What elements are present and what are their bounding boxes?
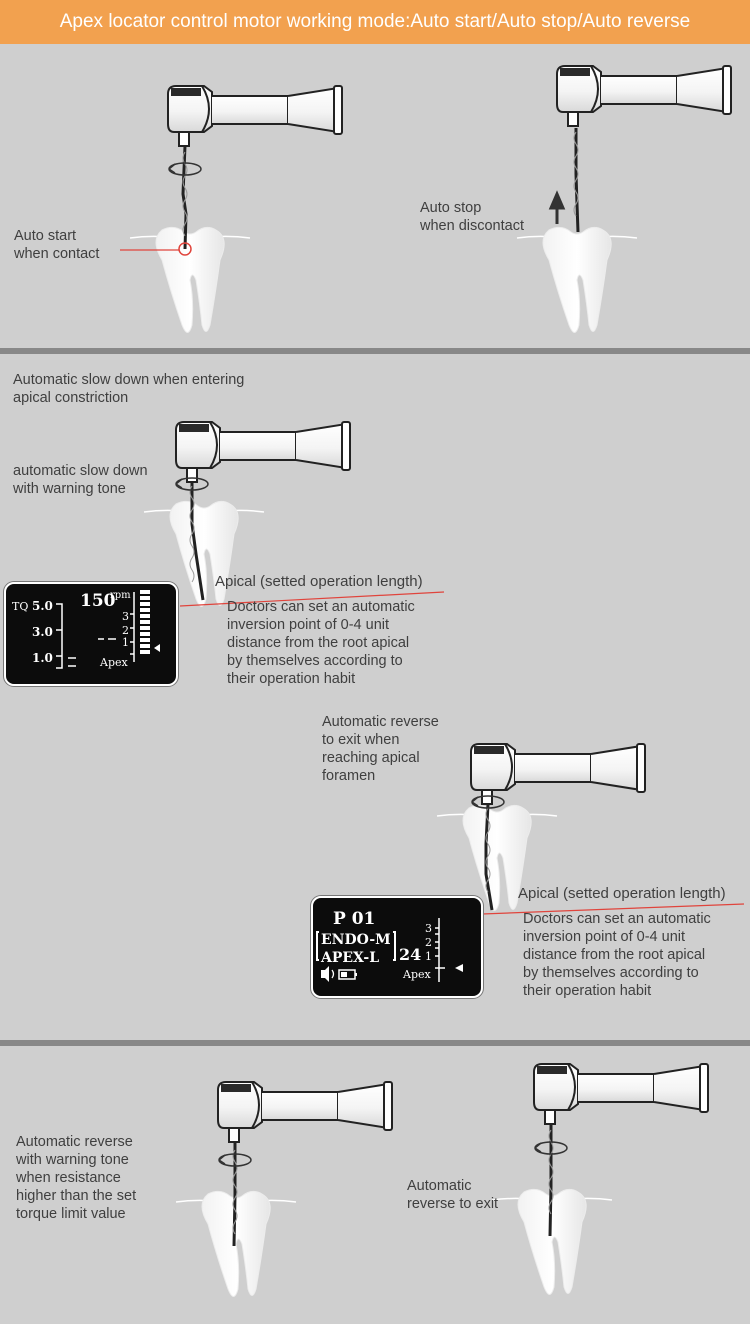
lcd-display-torque [4, 582, 178, 686]
section-auto-start-stop [0, 44, 750, 348]
mode-endo: ENDO-M [321, 932, 391, 948]
apex-label: Apex [403, 968, 431, 981]
auto-start-stop-illustration [0, 44, 750, 348]
auto-stop-label: Auto stop when discontact [420, 200, 524, 234]
tq-label: TQ [12, 600, 29, 613]
apex-label: Apex [100, 656, 128, 669]
scale-mark-2: 2 [425, 936, 432, 949]
up-arrow-icon [551, 194, 563, 224]
scale-mark-2: 2 [122, 624, 129, 637]
speaker-icon [321, 966, 329, 982]
scale-mark-1: 1 [425, 950, 432, 963]
section-auto-reverse [0, 1046, 750, 1324]
tq-value-3: 3.0 [32, 625, 53, 639]
reverse-exit-label: Automatic reverse to exit when reaching apical foramen [322, 714, 439, 784]
tooth-left [130, 227, 250, 332]
tq-value-5: 5.0 [32, 599, 53, 613]
tq-value-1: 1.0 [32, 651, 53, 665]
handpiece-left [168, 86, 342, 146]
apex-pointer-icon [154, 644, 160, 652]
handpiece-left [218, 1082, 392, 1142]
slow-entering-label: Automatic slow down when entering apical constriction [13, 372, 245, 406]
apical-title-2: Apical (setted operation length) [518, 885, 726, 902]
apical-title: Apical (setted operation length) [215, 573, 423, 590]
lcd-display-program [311, 896, 483, 998]
section-auto-slow-reverse [0, 354, 750, 1040]
apex-pointer-icon [455, 964, 463, 972]
auto-start-label: Auto start when contact [14, 228, 100, 262]
scale-mark-1: 1 [122, 636, 129, 649]
apical-description-2: Doctors can set an automatic inversion point of 0-4 unit distance from the root apical by themselves according to their operation habit [523, 911, 711, 999]
mode-apex: APEX-L [321, 950, 380, 966]
apical-description: Doctors can set an automatic inversion point of 0-4 unit distance from the root apical by themselves according to their operation habit [227, 599, 415, 687]
handpiece-reverse [471, 744, 645, 804]
depth-bar-graph [140, 590, 150, 654]
handpiece-right [557, 66, 731, 126]
speed-unit: rpm [110, 590, 131, 601]
program-number: P 01 [333, 909, 376, 929]
tooth-right [517, 227, 637, 332]
handpiece-right [534, 1064, 708, 1124]
scale-mark-3: 3 [122, 610, 129, 623]
handpiece-slow [176, 422, 350, 482]
scale-mark-3: 3 [425, 922, 432, 935]
slow-tone-label: automatic slow down with warning tone [13, 463, 148, 497]
reverse-exit-label: Automatic reverse to exit [407, 1178, 499, 1212]
speed-value: 150 [80, 591, 116, 611]
reverse-tone-label: Automatic reverse with warning tone when resistance higher than the set torque limit value [16, 1134, 137, 1222]
apex-distance-value: 24 [399, 945, 422, 964]
page-title: Apex locator control motor working mode:Auto start/Auto stop/Auto reverse [0, 0, 750, 44]
